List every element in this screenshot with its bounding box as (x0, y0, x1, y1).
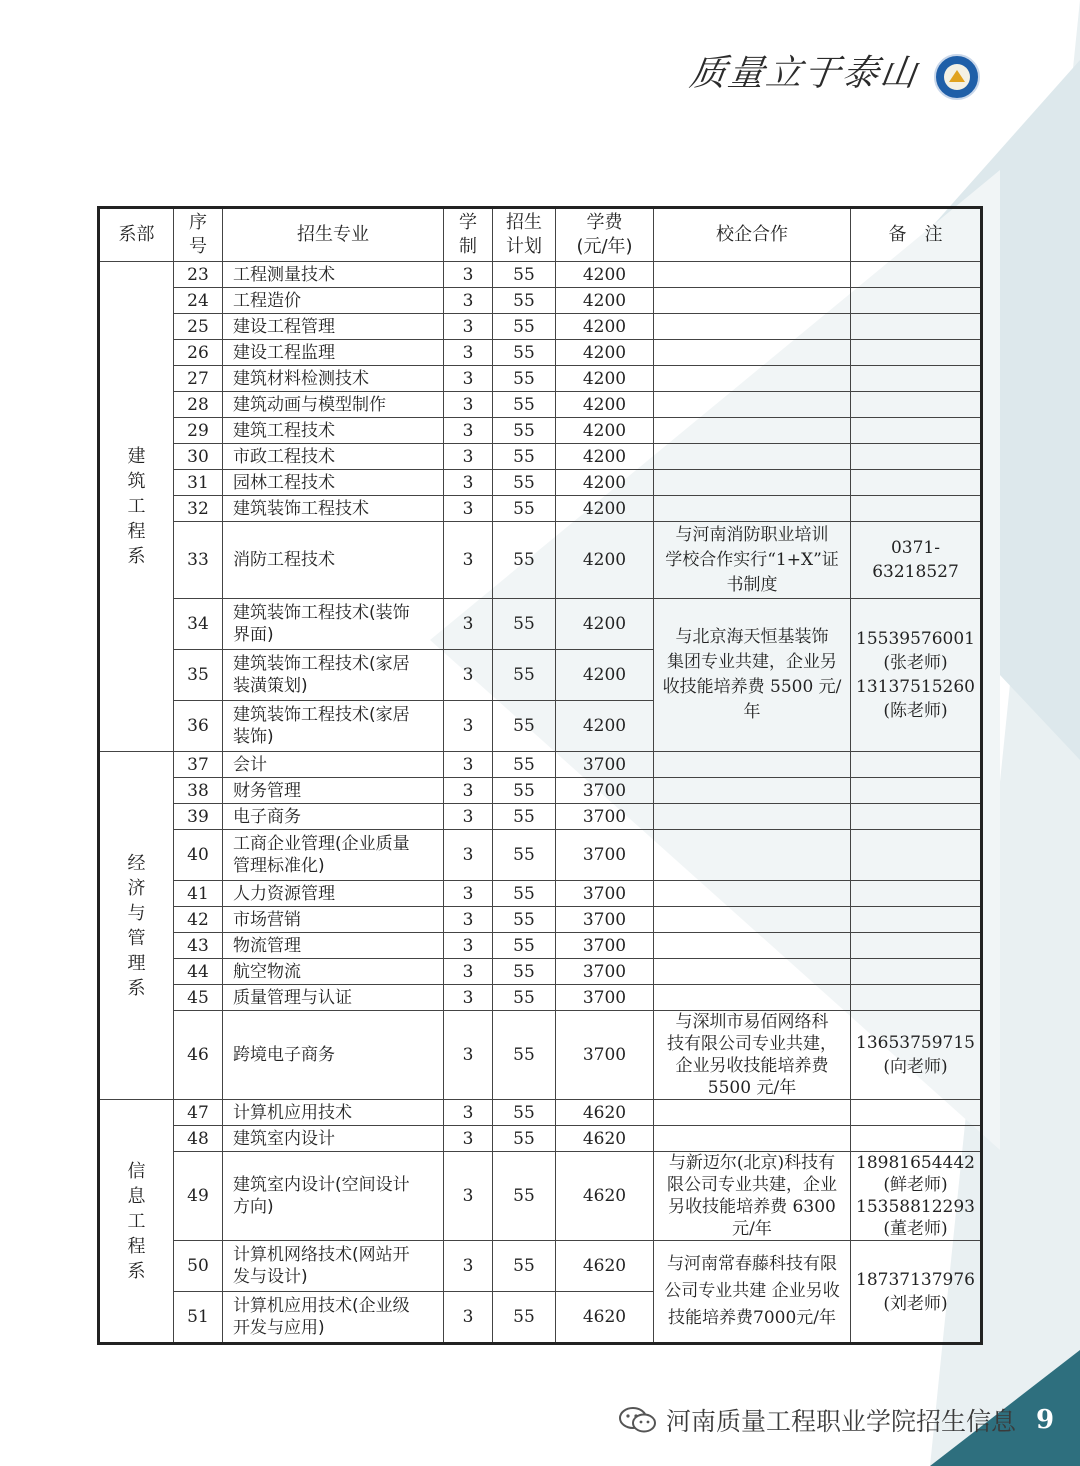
page-number: 9 (1036, 1405, 1055, 1435)
table-row: 30 市政工程技术 3 55 4200 (99, 444, 982, 470)
footer-source (618, 1402, 1016, 1438)
table-row: 32 建筑装饰工程技术 3 55 4200 (99, 496, 982, 522)
table-row: 41 人力资源管理 3 55 3700 (99, 881, 982, 907)
table-row: 24 工程造价 3 55 4200 (99, 288, 982, 314)
note-cell: 15539576001 (张老师) 13137515260 (陈老师) (851, 599, 982, 752)
header-dept: 系部 (99, 208, 174, 262)
note-cell: 18737137976 (刘老师) (851, 1241, 982, 1344)
cooperation-cell: 与深圳市易佰网络科 技有限公司专业共建， 企业另收技能培养费 5500 元/年 (654, 1011, 851, 1100)
note-cell: 0371-63218527 (851, 522, 982, 599)
header-plan: 招生 计划 (493, 208, 556, 262)
table-row: 43 物流管理 3 55 3700 (99, 933, 982, 959)
table-row: 28 建筑动画与模型制作 3 55 4200 (99, 392, 982, 418)
header-note: 备 注 (851, 208, 982, 262)
table-row: 46 跨境电子商务 3 55 3700 与深圳市易佰网络科 技有限公司专业共建， 企业另收技能培养费 5500 元/年 13653759715 (向老师) (99, 1011, 982, 1100)
admission-table (97, 206, 983, 1345)
table-row: 29 建筑工程技术 3 55 4200 (99, 418, 982, 444)
header-coop: 校企合作 (654, 208, 851, 262)
table-row: 45 质量管理与认证 3 55 3700 (99, 985, 982, 1011)
table-header-row (99, 208, 982, 262)
table-row: 48 建筑室内设计 3 55 4620 (99, 1126, 982, 1152)
dept-economics: 经 济 与 管 理 系 (99, 752, 174, 1100)
table-row: 25 建设工程管理 3 55 4200 (99, 314, 982, 340)
table-row: 44 航空物流 3 55 3700 (99, 959, 982, 985)
header-major: 招生专业 (223, 208, 444, 262)
footer-source-text: 河南质量工程职业学院招生信息 (666, 1407, 1017, 1436)
table-row: 信 息 工 程 系 47 计算机应用技术 3 55 4620 (99, 1100, 982, 1126)
table-row: 51 计算机应用技术(企业级 开发与应用) 3 55 4620 (99, 1292, 982, 1344)
dept-construction: 建 筑 工 程 系 (99, 262, 174, 752)
note-cell: 13653759715 (向老师) (851, 1011, 982, 1100)
school-emblem-icon (934, 54, 980, 100)
table-row: 26 建设工程监理 3 55 4200 (99, 340, 982, 366)
cooperation-cell: 与河南消防职业培训 学校合作实行“1+X”证 书制度 (654, 522, 851, 599)
table-row: 38 财务管理 3 55 3700 (99, 778, 982, 804)
table-row: 36 建筑装饰工程技术(家居 装饰) 3 55 4200 (99, 701, 982, 752)
header-motto: 质量立于泰山 (687, 53, 921, 94)
table-row: 31 园林工程技术 3 55 4200 (99, 470, 982, 496)
table-row: 建 筑 工 程 系 23 工程测量技术 3 55 4200 (99, 262, 982, 288)
table-row: 39 电子商务 3 55 3700 (99, 804, 982, 830)
wechat-icon (618, 1405, 658, 1435)
cooperation-cell: 与北京海天恒基装饰 集团专业共建，企业另 收技能培养费 5500 元/ 年 (654, 599, 851, 752)
table-row: 27 建筑材料检测技术 3 55 4200 (99, 366, 982, 392)
table-row: 33 消防工程技术 3 55 4200 与河南消防职业培训 学校合作实行“1+X”证 书制度 0371-63218527 (99, 522, 982, 599)
table-row: 35 建筑装饰工程技术(家居 装潢策划) 3 55 4200 (99, 650, 982, 701)
table-row: 34 建筑装饰工程技术(装饰 界面) 3 55 4200 与北京海天恒基装饰 集团专业共建，企业另 收技能培养费 5500 元/ 年 15539576001 (张老师) 13137515260 (陈老师) (99, 599, 982, 650)
table-row: 42 市场营销 3 55 3700 (99, 907, 982, 933)
table-row: 49 建筑室内设计(空间设计 方向) 3 55 4620 与新迈尔(北京)科技有 限公司专业共建，企业 另收技能培养费 6300 元/年 18981654442 (鲜老师) 15358812293 (董老师) (99, 1152, 982, 1241)
dept-information: 信 息 工 程 系 (99, 1100, 174, 1344)
cooperation-cell: 与新迈尔(北京)科技有 限公司专业共建，企业 另收技能培养费 6300 元/年 (654, 1152, 851, 1241)
cooperation-cell: 与河南常春藤科技有限 公司专业共建 企业另收 技能培养费7000元/年 (654, 1241, 851, 1344)
table-row: 经 济 与 管 理 系 37 会计 3 55 3700 (99, 752, 982, 778)
header-seq: 序 号 (174, 208, 223, 262)
header-fee: 学费 (元/年) (556, 208, 654, 262)
table-row: 40 工商企业管理(企业质量 管理标准化) 3 55 3700 (99, 830, 982, 881)
header-years: 学 制 (444, 208, 493, 262)
note-cell: 18981654442 (鲜老师) 15358812293 (董老师) (851, 1152, 982, 1241)
table-row: 50 计算机网络技术(网站开 发与设计) 3 55 4620 与河南常春藤科技有限 公司专业共建 企业另收 技能培养费7000元/年 18737137976 (刘老师) (99, 1241, 982, 1292)
